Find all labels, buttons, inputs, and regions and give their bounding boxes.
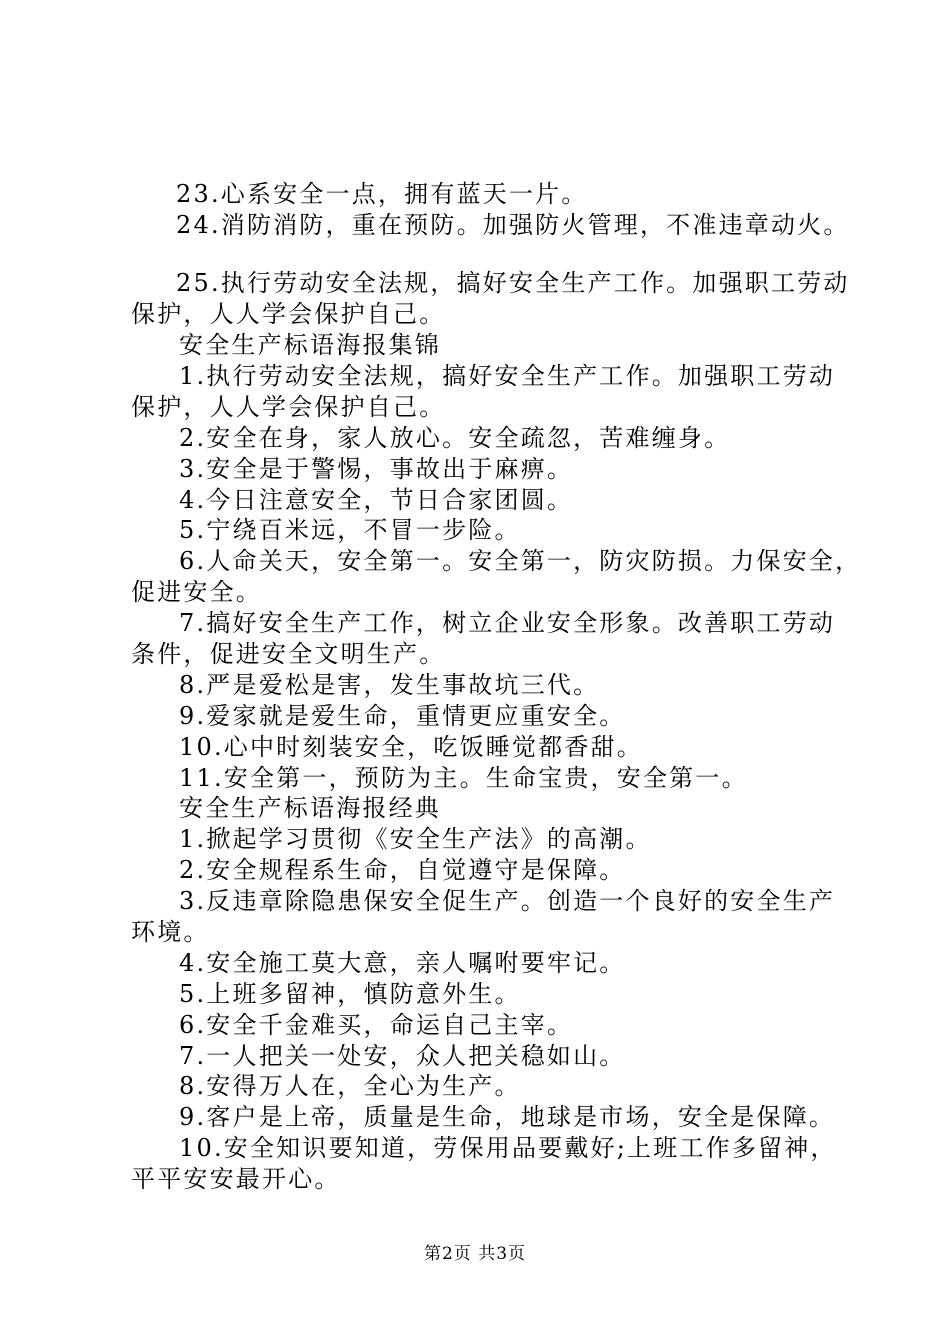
classic-item-8: 8.安得万人在，全心为生产。 <box>179 1072 521 1100</box>
collection-item-11: 11.安全第一，预防为主。生命宝贵，安全第一。 <box>179 764 748 792</box>
classic-item-10-line-1: 10.安全知识要知道，劳保用品要戴好;上班工作多留神， <box>179 1134 837 1162</box>
slogan-25-line-1: 25.执行劳动安全法规，搞好安全生产工作。加强职工劳动 <box>176 269 850 297</box>
collection-item-7-line-2: 条件，促进安全文明生产。 <box>131 640 446 668</box>
collection-item-5: 5.宁绕百米远，不冒一步险。 <box>179 516 521 544</box>
collection-item-6-line-2: 促进安全。 <box>131 578 262 606</box>
slogan-24: 24.消防消防，重在预防。加强防火管理，不准违章动火。 <box>176 211 850 239</box>
section-heading-classic: 安全生产标语海报经典 <box>179 794 441 822</box>
classic-item-3-line-2: 环境。 <box>131 918 210 946</box>
classic-item-2: 2.安全规程系生命，自觉遵守是保障。 <box>179 856 626 884</box>
slogan-25-line-2: 保护，人人学会保护自己。 <box>131 300 446 328</box>
page-footer: 第2页 共3页 <box>423 1244 527 1264</box>
collection-item-6-line-1: 6.人命关天，安全第一。安全第一，防灾防损。力保安全， <box>179 547 862 575</box>
collection-item-1-line-2: 保护，人人学会保护自己。 <box>131 393 446 421</box>
collection-item-2: 2.安全在身，家人放心。安全疏忽，苦难缠身。 <box>179 424 731 452</box>
section-heading-collection: 安全生产标语海报集锦 <box>179 331 441 359</box>
classic-item-4: 4.安全施工莫大意，亲人嘱咐要牢记。 <box>179 949 626 977</box>
classic-item-6: 6.安全千金难买，命运自己主宰。 <box>179 1011 574 1039</box>
collection-item-10: 10.心中时刻装安全，吃饭睡觉都香甜。 <box>179 733 643 761</box>
slogan-23: 23.心系安全一点，拥有蓝天一片。 <box>176 180 588 208</box>
collection-item-7-line-1: 7.搞好安全生产工作，树立企业安全形象。改善职工劳动 <box>179 609 836 637</box>
collection-item-4: 4.今日注意安全，节日合家团圆。 <box>179 486 574 514</box>
classic-item-7: 7.一人把关一处安，众人把关稳如山。 <box>179 1042 626 1070</box>
collection-item-1-line-1: 1.执行劳动安全法规，搞好安全生产工作。加强职工劳动 <box>179 362 836 390</box>
classic-item-3-line-1: 3.反违章除隐患保安全促生产。创造一个良好的安全生产 <box>179 887 836 915</box>
collection-item-8: 8.严是爱松是害，发生事故坑三代。 <box>179 671 600 699</box>
classic-item-5: 5.上班多留神，慎防意外生。 <box>179 980 521 1008</box>
collection-item-3: 3.安全是于警惕，事故出于麻痹。 <box>179 455 574 483</box>
collection-item-9: 9.爱家就是爱生命，重情更应重安全。 <box>179 702 626 730</box>
classic-item-10-line-2: 平平安安最开心。 <box>131 1165 341 1193</box>
classic-item-1: 1.掀起学习贯彻《安全生产法》的高潮。 <box>179 825 652 853</box>
classic-item-9: 9.客户是上帝，质量是生命，地球是市场，安全是保障。 <box>179 1103 836 1131</box>
